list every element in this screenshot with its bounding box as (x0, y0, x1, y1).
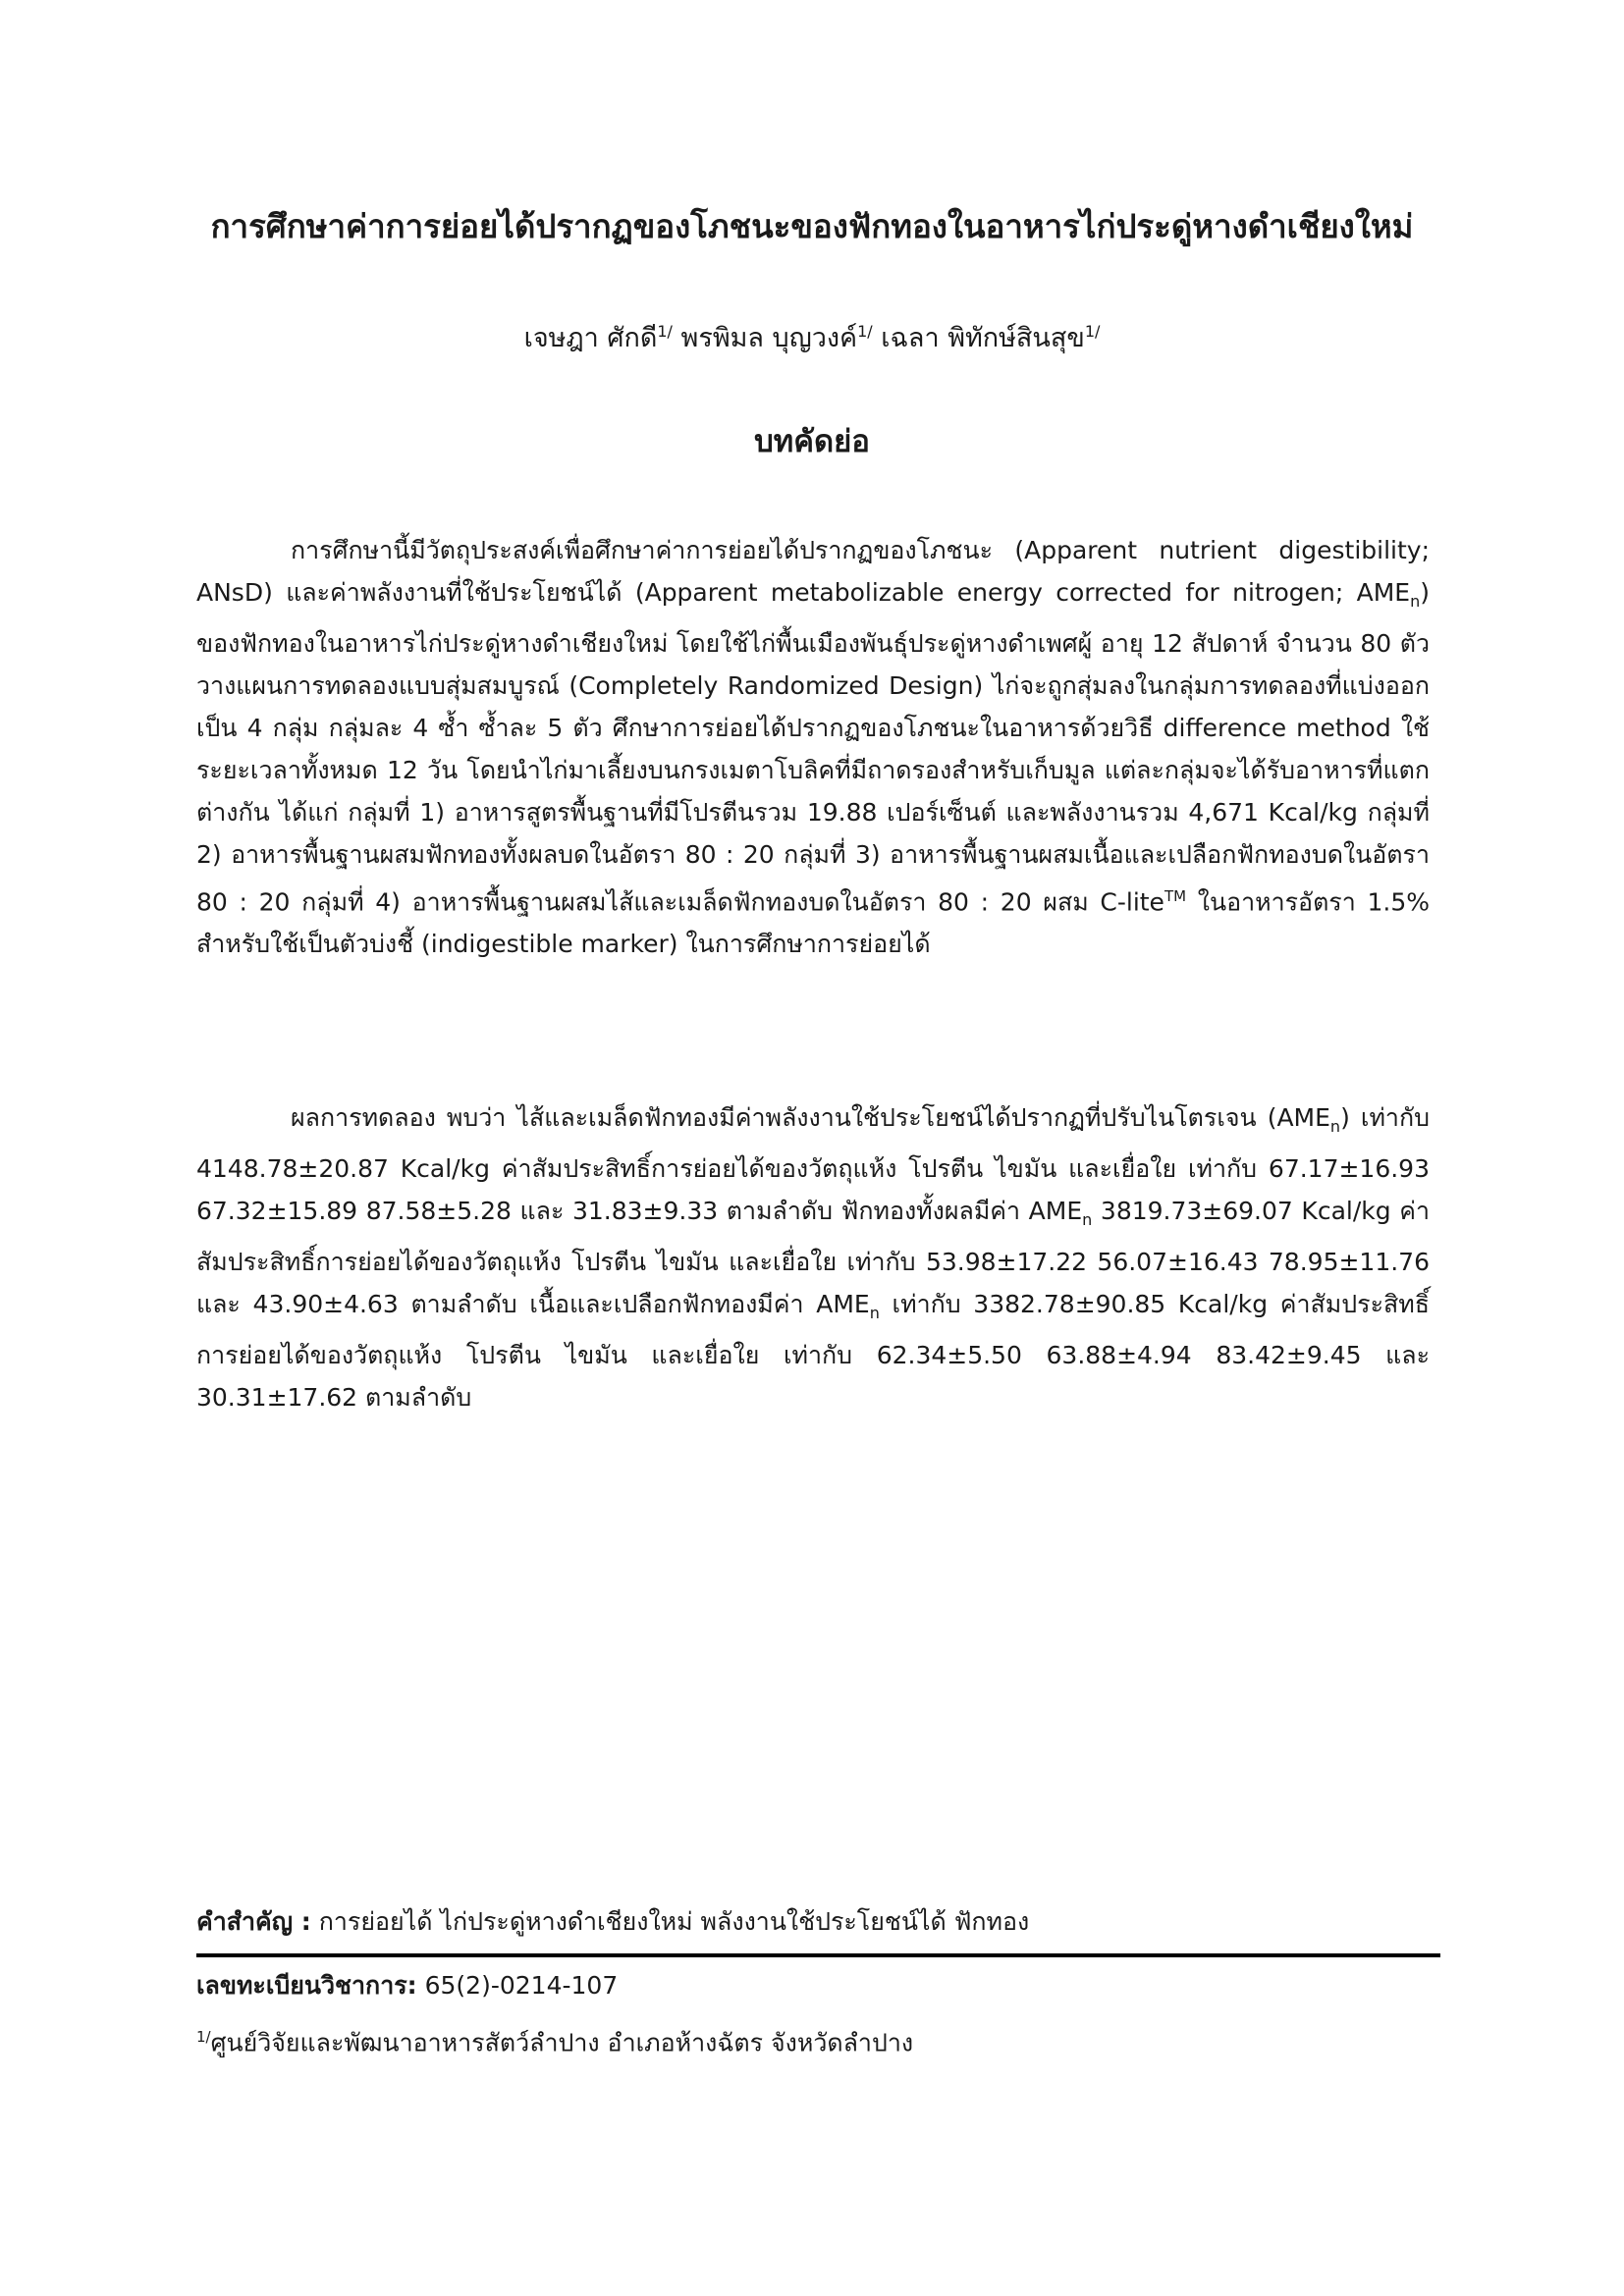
registration-label: เลขทะเบียนวิชาการ: (196, 1971, 417, 2000)
keywords-line (196, 1902, 1430, 1942)
keywords-value: การย่อยได้ ไก่ประดู่หางดำเชียงใหม่ พลังงานใช้ประโยชน์ได้ ฟักทอง (310, 1907, 1030, 1936)
paragraph-text: ) เท่ากับ 4148.78±20.87 Kcal/kg ค่าสัมประสิทธิ์การย่อยได้ของวัตถุแห้ง โปรตีน ไขมัน และเยื่อใย เท่ากับ 67.17±16.93 67.32±15.89 87.58±5.28 และ 31.83±9.33 ตามลำดับ ฟักทองทั้งผลมีค่า AME (196, 1103, 1430, 1225)
affiliation-mark: 1/ (657, 322, 673, 341)
footer-divider (196, 1953, 1440, 1957)
registration-value: 65(2)-0214-107 (416, 1971, 619, 2000)
author-name: เจษฎา ศักดี (523, 323, 658, 353)
subscript: n (869, 1304, 880, 1322)
registration-line (196, 1966, 1430, 2005)
paragraph-text: เท่ากับ 3382.78±90.85 Kcal/kg ค่าสัมประสิทธิ์การย่อยได้ของวัตถุแห้ง โปรตีน ไขมัน และเยื่อใย เท่ากับ 62.34±5.50 63.88±4.94 83.42±9.45 และ 30.31±17.62 ตามลำดับ (196, 1290, 1431, 1412)
paragraph-text: 3819.73±69.07 Kcal/kg ค่าสัมประสิทธิ์การย่อยได้ของวัตถุแห้ง โปรตีน ไขมัน และเยื่อใย เท่ากับ 53.98±17.22 56.07±16.43 78.95±11.76 และ 43.90±4.63 ตามลำดับ เนื้อและเปลือกฟักทองมีค่า AME (196, 1197, 1430, 1318)
subscript: n (1410, 592, 1421, 611)
author-name: พรพิมล บุญวงค์ (680, 323, 858, 353)
paragraph-text: การศึกษานี้มีวัตถุประสงค์เพื่อศึกษาค่าการย่อยได้ปรากฏของโภชนะ (Apparent nutrient digestibility; ANsD) และค่าพลังงานที่ใช้ประโยชน์ได้ (Apparent metabolizable energy corrected for nitrogen; AME (196, 536, 1430, 607)
affiliation-line (196, 2017, 1430, 2062)
trademark-superscript: TM (1164, 887, 1187, 905)
abstract-paragraph-2 (196, 1096, 1430, 1418)
subscript: n (1082, 1210, 1093, 1229)
affiliation-mark: 1/ (857, 322, 873, 341)
abstract-paragraph-1 (196, 529, 1430, 965)
subscript: n (1329, 1117, 1341, 1136)
keywords-label: คำสำคัญ : (196, 1907, 311, 1936)
abstract-heading: บทคัดย่อ (754, 424, 870, 459)
affiliation-mark: 1/ (196, 2028, 211, 2046)
paragraph-text: ผลการทดลอง พบว่า ไส้และเมล็ดฟักทองมีค่าพลังงานใช้ประโยชน์ได้ปรากฏที่ปรับไนโตรเจน (AME (291, 1103, 1330, 1132)
paper-title: การศึกษาค่าการย่อยได้ปรากฏของโภชนะของฟักทองในอาหารไก่ประดู่หางดำเชียงใหม่ (210, 207, 1414, 245)
author-list (147, 312, 1477, 358)
affiliation-text: ศูนย์วิจัยและพัฒนาอาหารสัตว์ลำปาง อำเภอห้างฉัตร จังหวัดลำปาง (210, 2028, 914, 2057)
paragraph-text: ในอาหารอัตรา 1.5% สำหรับใช้เป็นตัวบ่งชี้ (indigestible marker) ในการศึกษาการย่อยได้ (196, 887, 1430, 959)
paragraph-text: ) ของฟักทองในอาหารไก่ประดู่หางดำเชียงใหม่ โดยใช้ไก่พื้นเมืองพันธุ์ประดู่หางดำเพศผู้ อายุ 12 สัปดาห์ จำนวน 80 ตัว วางแผนการทดลองแบบสุ่มสมบูรณ์ (Completely Randomized Design) ไก่จะถูกสุ่มลงในกลุ่มการทดลองที่แบ่งออกเป็น 4 กลุ่ม กลุ่มละ 4 ซ้ำ ซ้ำละ 5 ตัว ศึกษาการย่อยได้ปรากฏของโภชนะในอาหารด้วยวิธี difference method ใช้ระยะเวลาทั้งหมด 12 วัน โดยนำไก่มาเลี้ยงบนกรงเมตาโบลิคที่มีถาดรองสำหรับเก็บมูล แต่ละกลุ่มจะได้รับอาหารที่แตกต่างกัน ได้แก่ กลุ่มที่ 1) อาหารสูตรพื้นฐานที่มีโปรตีนรวม 19.88 เปอร์เซ็นต์ และพลังงานรวม 4,671 Kcal/kg กลุ่มที่ 2) อาหารพื้นฐานผสมฟักทองทั้งผลบดในอัตรา 80 : 20 กลุ่มที่ 3) อาหารพื้นฐานผสมเนื้อและเปลือกฟักทองบดในอัตรา 80 : 20 กลุ่มที่ 4) อาหารพื้นฐานผสมไส้และเมล็ดฟักทองบดในอัตรา 80 : 20 ผสม C-lite (196, 578, 1430, 917)
author-name: เฉลา พิทักษ์สินสุข (881, 323, 1085, 353)
affiliation-mark: 1/ (1084, 322, 1101, 341)
